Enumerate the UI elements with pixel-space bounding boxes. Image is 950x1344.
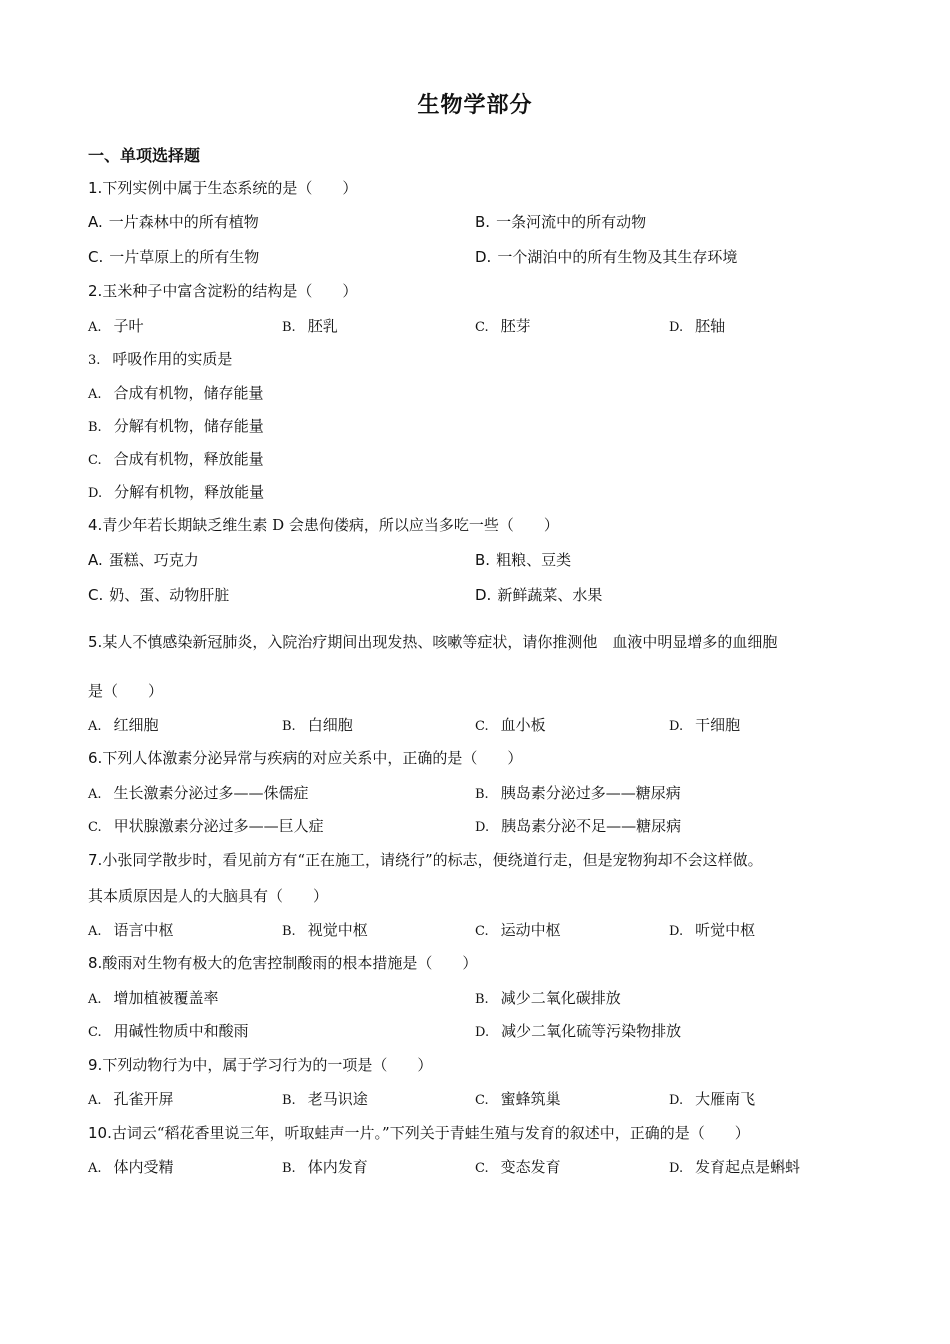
q7-option-d: D. 听觉中枢 xyxy=(669,921,756,939)
question-text: 呼吸作用的实质是 xyxy=(112,350,233,368)
q8-option-b: B. 减少二氧化碳排放 xyxy=(475,989,621,1007)
q10-option-b: B. 体内发育 xyxy=(282,1158,368,1176)
q3-option-d: D. 分解有机物，释放能量 xyxy=(88,483,265,501)
question-9 xyxy=(88,1055,432,1075)
question-text: 青少年若长期缺乏维生素 D 会患佝偻病，所以应当多吃一些（ ） xyxy=(102,516,559,534)
q8-option-d: D. 减少二氧化硫等污染物排放 xyxy=(475,1022,682,1040)
q6-option-b: B. 胰岛素分泌过多——糖尿病 xyxy=(475,784,681,802)
section-heading: 一、单项选择题 xyxy=(88,146,201,165)
question-5 xyxy=(88,632,777,652)
question-5-continued: 是（ ） xyxy=(88,682,164,700)
question-4 xyxy=(88,515,559,535)
question-text: 玉米种子中富含淀粉的结构是（ ） xyxy=(102,282,358,300)
q9-option-c: C. 蜜蜂筑巢 xyxy=(475,1090,561,1108)
q2-option-c: C. 胚芽 xyxy=(475,317,531,335)
q1-option-b: B. 一条河流中的所有动物 xyxy=(475,213,647,231)
question-8 xyxy=(88,953,477,973)
q3-option-c: C. 合成有机物，释放能量 xyxy=(88,450,264,468)
question-6 xyxy=(88,748,522,768)
q4-option-b: B. 粗粮、豆类 xyxy=(475,551,572,569)
question-number: 10. xyxy=(88,1124,112,1142)
q1-option-d: D. 一个湖泊中的所有生物及其生存环境 xyxy=(475,248,738,266)
question-number: 4. xyxy=(88,516,103,534)
q10-option-c: C. 变态发育 xyxy=(475,1158,561,1176)
question-text: 某人不慎感染新冠肺炎，入院治疗期间出现发热、咳嗽等症状，请你推测他 血液中明显增多的血细胞 xyxy=(102,633,778,651)
question-2 xyxy=(88,281,357,301)
q6-option-d: D. 胰岛素分泌不足——糖尿病 xyxy=(475,817,682,835)
question-number: 2. xyxy=(88,282,103,300)
q7-option-c: C. 运动中枢 xyxy=(475,921,561,939)
page-title: 生物学部分 xyxy=(417,93,533,118)
question-number: 6. xyxy=(88,749,103,767)
q10-option-a: A. 体内受精 xyxy=(88,1158,174,1176)
question-number: 3. xyxy=(88,353,101,368)
q7-option-a: A. 语言中枢 xyxy=(88,921,174,939)
question-text: 酸雨对生物有极大的危害控制酸雨的根本措施是（ ） xyxy=(102,954,478,972)
q3-option-a: A. 合成有机物，储存能量 xyxy=(88,384,264,402)
q5-option-b: B. 白细胞 xyxy=(282,716,353,734)
q1-option-a: A. 一片森林中的所有植物 xyxy=(88,213,259,231)
q9-option-d: D. 大雁南飞 xyxy=(669,1090,756,1108)
question-number: 5. xyxy=(88,633,103,651)
q3-option-b: B. 分解有机物，储存能量 xyxy=(88,417,264,435)
q5-option-d: D. 干细胞 xyxy=(669,716,741,734)
question-number: 1. xyxy=(88,179,103,197)
question-7 xyxy=(88,850,763,870)
q4-option-c: C. 奶、蛋、动物肝脏 xyxy=(88,586,230,604)
q5-option-c: C. 血小板 xyxy=(475,716,546,734)
question-text: 下列动物行为中，属于学习行为的一项是（ ） xyxy=(102,1056,433,1074)
question-text: 小张同学散步时，看见前方有“正在施工，请绕行”的标志，便绕道行走，但是宠物狗却不会这样做。 xyxy=(102,851,763,869)
question-7-continued: 其本质原因是人的大脑具有（ ） xyxy=(88,887,329,905)
question-text: 下列人体激素分泌异常与疾病的对应关系中，正确的是（ ） xyxy=(102,749,523,767)
question-number: 8. xyxy=(88,954,103,972)
q2-option-d: D. 胚轴 xyxy=(669,317,726,335)
question-10 xyxy=(88,1123,750,1143)
question-text: 下列实例中属于生态系统的是（ ） xyxy=(102,179,358,197)
q8-option-c: C. 用碱性物质中和酸雨 xyxy=(88,1022,249,1040)
question-text: 古词云“稻花香里说三年，听取蛙声一片。”下列关于青蛙生殖与发育的叙述中，正确的是（ ） xyxy=(111,1124,750,1142)
q5-option-a: A. 红细胞 xyxy=(88,716,159,734)
q6-option-c: C. 甲状腺激素分泌过多——巨人症 xyxy=(88,817,324,835)
q9-option-b: B. 老马识途 xyxy=(282,1090,368,1108)
q2-option-a: A. 子叶 xyxy=(88,317,144,335)
q8-option-a: A. 增加植被覆盖率 xyxy=(88,989,219,1007)
q1-option-c: C. 一片草原上的所有生物 xyxy=(88,248,260,266)
q4-option-a: A. 蛋糕、巧克力 xyxy=(88,551,199,569)
q6-option-a: A. 生长激素分泌过多——侏儒症 xyxy=(88,784,309,802)
question-1 xyxy=(88,178,357,198)
q2-option-b: B. 胚乳 xyxy=(282,317,338,335)
question-number: 9. xyxy=(88,1056,103,1074)
q10-option-d: D. 发育起点是蝌蚪 xyxy=(669,1158,801,1176)
q4-option-d: D. 新鲜蔬菜、水果 xyxy=(475,586,603,604)
question-3 xyxy=(88,349,232,371)
q7-option-b: B. 视觉中枢 xyxy=(282,921,368,939)
q9-option-a: A. 孔雀开屏 xyxy=(88,1090,174,1108)
question-number: 7. xyxy=(88,851,103,869)
